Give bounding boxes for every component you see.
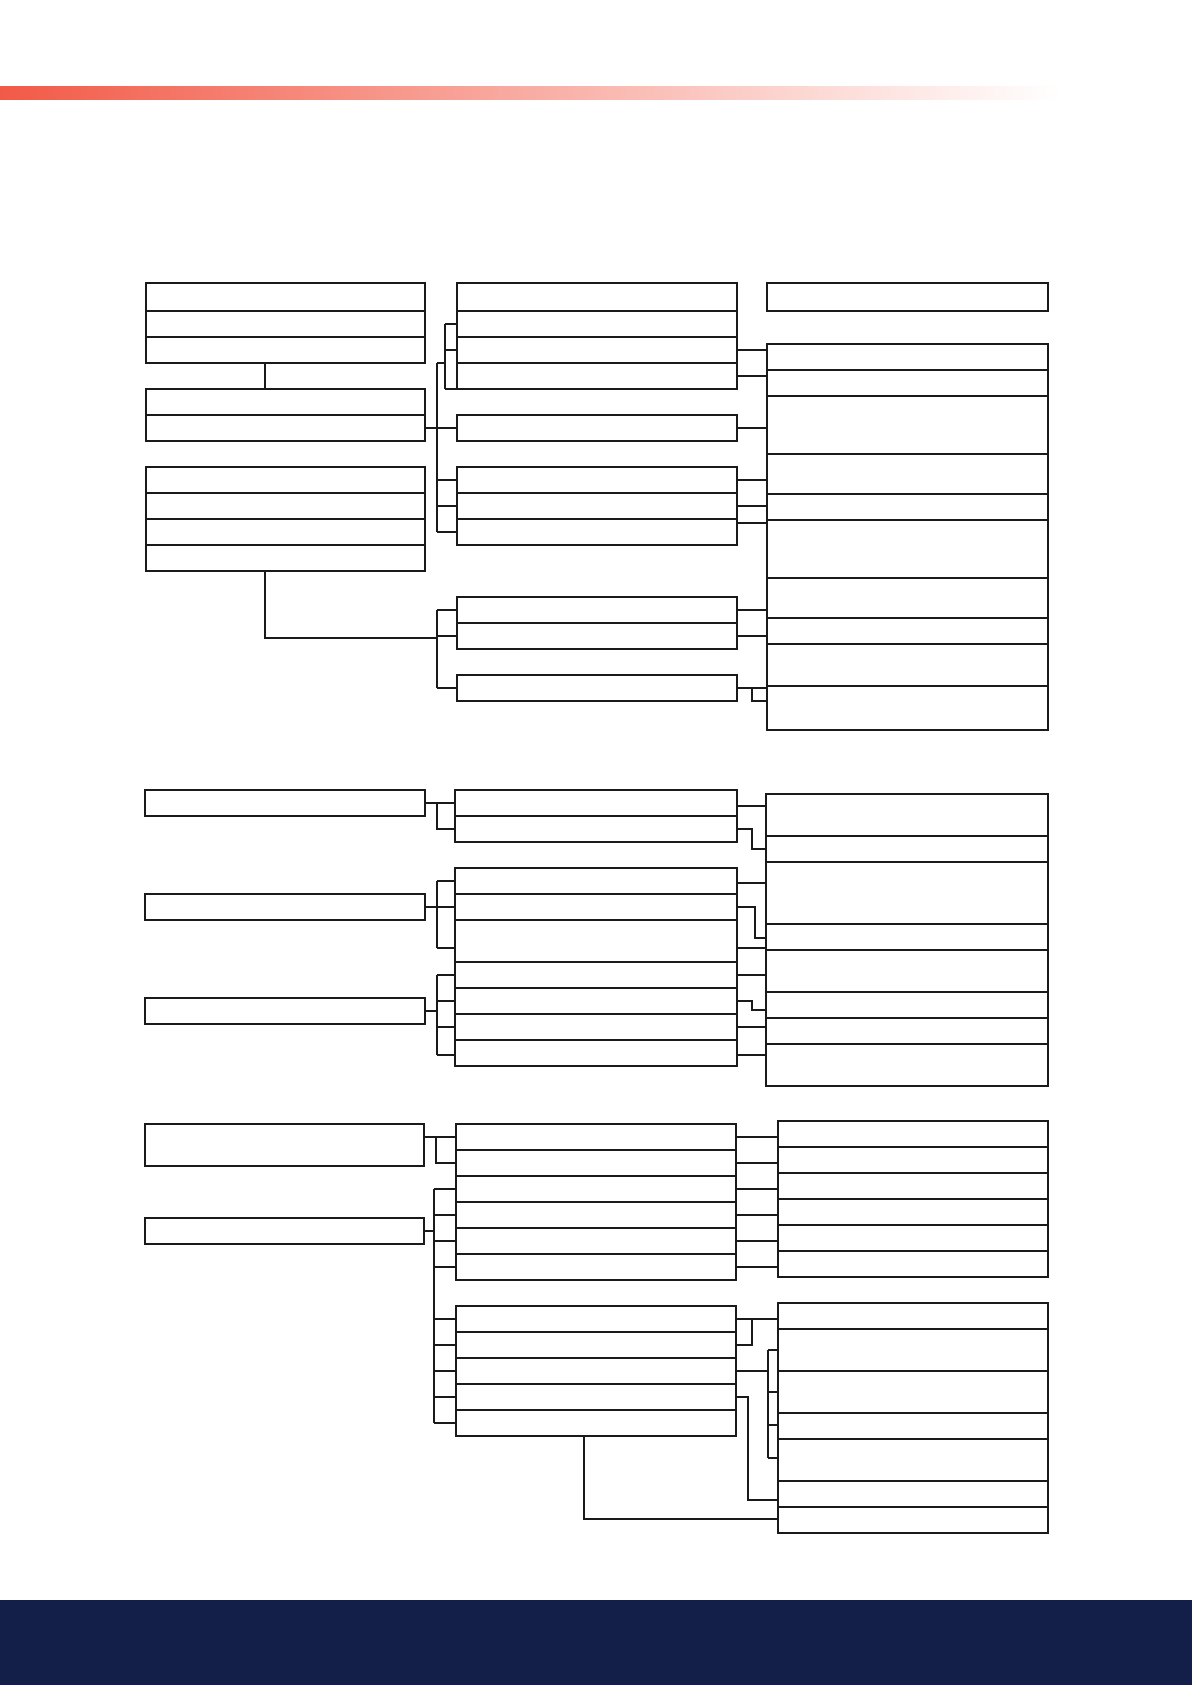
s3-mid-b-3 (456, 1228, 736, 1254)
s1-right-9 (767, 644, 1048, 686)
s1-mid-e-1 (457, 675, 737, 701)
s1-mid-d-1 (457, 597, 737, 623)
s2-right-1 (766, 794, 1048, 836)
s2-right-7 (766, 1018, 1048, 1044)
s3-right-b-3 (778, 1371, 1048, 1413)
s2-left-2 (145, 894, 425, 920)
s1-right-5 (767, 494, 1048, 520)
s3-right-b-4 (778, 1413, 1048, 1439)
s3-rb1-b (736, 1319, 752, 1345)
s1-mid-a-4 (457, 363, 737, 389)
s1-left-a-2 (146, 311, 425, 337)
s3-mid-c-1 (456, 1306, 736, 1332)
s2-mid-b-1 (455, 868, 737, 894)
s3-l1 (424, 1137, 456, 1163)
s3-mid-b-4 (456, 1254, 736, 1280)
s1-left-b-1 (146, 389, 425, 415)
s2-mid-b-3 (455, 920, 737, 962)
s2-mid-c-2 (455, 988, 737, 1014)
s2-left-3 (145, 998, 425, 1024)
s1-mid-a-2 (457, 311, 737, 337)
s3-left-1 (145, 1124, 424, 1166)
s1-mid-a-1 (457, 283, 737, 311)
s1-mid-a-3 (457, 337, 737, 363)
s2-mid-a-1 (455, 790, 737, 816)
s3-right-a-1 (778, 1121, 1048, 1147)
s3-mid-c-4 (456, 1384, 736, 1410)
s1-mid-c-3 (457, 519, 737, 545)
s3-right-b-1 (778, 1303, 1048, 1329)
s1-r9-b (752, 688, 767, 701)
s1-mid-d-2 (457, 623, 737, 649)
s2-mid-a-2 (455, 816, 737, 842)
s1-right-7 (767, 578, 1048, 618)
s1-right-8 (767, 618, 1048, 644)
s2-right-2 (766, 836, 1048, 862)
s2-right-6 (766, 992, 1048, 1018)
s1-left-a-1 (146, 283, 425, 311)
s1-left-c-3 (146, 519, 425, 545)
s2-r7 (737, 1001, 766, 1010)
s2-right-4 (766, 924, 1048, 950)
s1-right-3 (767, 396, 1048, 454)
s3-right-b-2 (778, 1329, 1048, 1371)
s3-mid-c-5 (456, 1410, 736, 1436)
s3-mid-c-2 (456, 1332, 736, 1358)
s3-left-2 (145, 1218, 424, 1244)
footer-bar (0, 1600, 1192, 1685)
s2-mid-b-2 (455, 894, 737, 920)
s3-right-b-5 (778, 1439, 1048, 1481)
s2-right-5 (766, 950, 1048, 992)
s1-left-b-2 (146, 415, 425, 441)
s1-left-c-1 (146, 467, 425, 493)
s3-mid-b-1 (456, 1176, 736, 1202)
s3-mid-b-2 (456, 1202, 736, 1228)
s2-right-3 (766, 862, 1048, 924)
s1-right-2 (767, 370, 1048, 396)
s2-mid-c-1 (455, 962, 737, 988)
s3-right-b-7 (778, 1507, 1048, 1533)
s2-l1 (425, 803, 455, 829)
s2-r2 (737, 829, 766, 849)
s3-mid-a-2 (456, 1150, 736, 1176)
s1-mid-c-1 (457, 467, 737, 493)
s3-right-b-6 (778, 1481, 1048, 1507)
s1-right-10 (767, 686, 1048, 730)
s3-mid-a-1 (456, 1124, 736, 1150)
s2-left-1 (145, 790, 425, 816)
s1-left-c-2 (146, 493, 425, 519)
s3-right-a-2 (778, 1147, 1048, 1173)
s1-left-a-3 (146, 337, 425, 363)
s2-right-8 (766, 1044, 1048, 1086)
s3-right-a-5 (778, 1225, 1048, 1251)
s1-left-c-4 (146, 545, 425, 571)
s2-mid-c-4 (455, 1040, 737, 1066)
s1-right-4 (767, 454, 1048, 494)
s1-mid-b-1 (457, 415, 737, 441)
s3-mid-c-3 (456, 1358, 736, 1384)
s1-right-1 (767, 344, 1048, 370)
s3-right-a-3 (778, 1173, 1048, 1199)
s1-right-6 (767, 520, 1048, 578)
s2-mid-c-3 (455, 1014, 737, 1040)
s3-right-a-4 (778, 1199, 1048, 1225)
s3-rb3 (736, 1397, 778, 1500)
s1-right-top (767, 283, 1048, 311)
s1-link-c-d (265, 571, 437, 638)
s2-r4 (737, 907, 766, 938)
s1-mid-c-2 (457, 493, 737, 519)
s3-right-a-6 (778, 1251, 1048, 1277)
